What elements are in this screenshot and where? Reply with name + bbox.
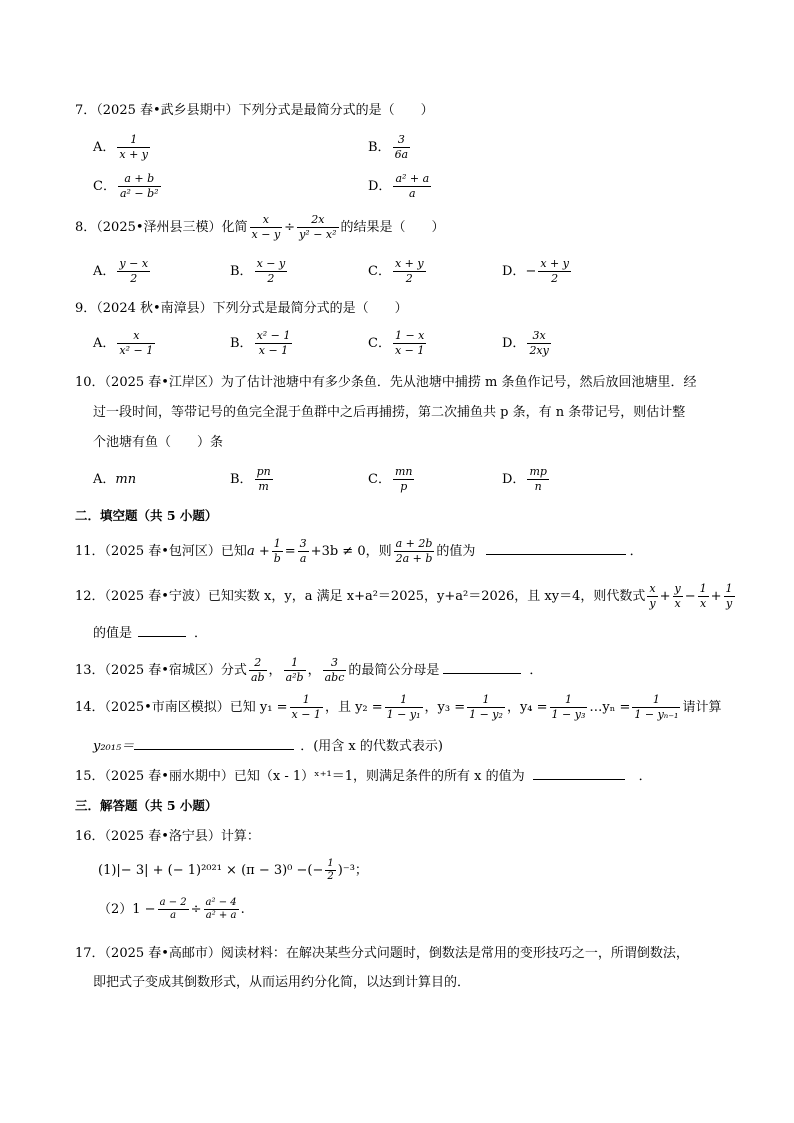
q12-line2: 的值是 ． — [93, 626, 208, 641]
q16-part1: (1)|− 3| + (− 1)²⁰²¹ × (π − 3)⁰ −(− $\frac{1}{2}$ )⁻³； — [98, 858, 368, 882]
answer-blank[interactable] — [138, 625, 186, 637]
fraction: $\frac{1}{y}$ — [725, 582, 733, 610]
q7-option-a[interactable] — [93, 133, 152, 162]
fraction: $\frac{1}{\text{1 − y₃}}$ — [551, 693, 586, 721]
q14-line2: y₂₀₁₅＝ ．(用含 x 的代数式表示) — [93, 739, 443, 754]
answer-blank[interactable] — [134, 738, 294, 750]
answer-blank[interactable] — [533, 768, 625, 780]
fraction: $\frac{x}{x - y}$ — [251, 213, 281, 241]
q14-line1: 14．（2025•市南区模拟）已知 y₁ = $\frac{1}{x - 1}$ ，且 y₂ = $\frac{1}{\text{1 − y₁}}$ ，y₃ = $\frac{1}{\text{1 − y₂}}$ ，y₄ = $\frac{1}{\text{1 − y₃}}$ …yₙ = $\frac{1}{\text{1 − yₙ₋₁}}$ 请计算 — [75, 693, 722, 721]
q12-line1: 12．（2025 春•宁波）已知实数 x，y，a 满足 x+a²＝2025，y+a²＝2026，且 xy＝4，则代数式 $\frac{x}{y}$ + $\frac{y}{x}$ − $\frac{1}{x}$ + $\frac{1}{y}$ — [75, 582, 733, 610]
q9-option-b[interactable]: B． $\frac{\text{x² − 1}}{x - 1}$ — [230, 329, 291, 357]
q9-option-a[interactable]: A． $\frac{x}{\text{x² − 1}}$ — [93, 329, 154, 357]
option-label: B． — [368, 140, 391, 155]
fraction: $\frac{pn}{m}$ — [256, 465, 271, 493]
q10-line3: 个池塘有鱼（ ）条 — [93, 435, 224, 450]
q17-line1: 17．（2025 春•高邮市）阅读材料：在解决某些分式问题时，倒数法是常用的变形技巧之一，所谓倒数法， — [75, 946, 689, 961]
fraction: $\frac{2}{ab}$ — [250, 656, 265, 684]
q13: 13．（2025 春•宿城区）分式 $\frac{2}{ab}$ ， $\frac{1}{\text{a²b}}$ ， $\frac{3}{\text{abc}}$ 的最简公分母是 ． — [75, 656, 543, 684]
fraction: $\frac{a - 2}{a}$ — [159, 897, 187, 921]
fraction: $\frac{1}{x - 1}$ — [291, 693, 321, 721]
fraction: $\frac{mn}{p}$ — [394, 465, 413, 493]
q9-option-d[interactable]: D． $\frac{3x}{2xy}$ — [502, 329, 549, 357]
q8-option-b[interactable]: B． $\frac{x - y}{2}$ — [230, 257, 286, 285]
fraction: $\frac{1 - x}{x - 1}$ — [394, 329, 425, 357]
fraction: $\frac{x - y}{2}$ — [256, 257, 286, 285]
answer-blank[interactable] — [443, 662, 521, 674]
fraction: $\frac{3x}{2xy}$ — [529, 329, 549, 357]
option-label: D． — [368, 179, 392, 194]
fraction: $\frac{2x}{\text{y² − x²}}$ — [299, 213, 337, 241]
section-heading-solve: 三．解答题（共 5 小题） — [75, 798, 218, 813]
fraction: $\frac{3}{a}$ — [299, 537, 307, 565]
q17-line2: 即把式子变成其倒数形式，从而运用约分化简，以达到计算目的． — [93, 975, 471, 990]
q8-stem: 8．（2025•泽州县三模）化简 $\frac{x}{x - y}$ ÷ $\frac{2x}{\text{y² − x²}}$ 的结果是（ ） — [75, 213, 445, 241]
fraction: $\frac{1}{x}$ — [699, 582, 707, 610]
fraction: $\frac{x}{y}$ — [649, 582, 656, 610]
q8-option-c[interactable]: C． $\frac{x + y}{2}$ — [368, 257, 424, 285]
q8-option-a[interactable]: A． $\frac{y - x}{2}$ — [93, 257, 149, 285]
fraction: $\frac{x + y}{2}$ — [540, 257, 569, 285]
q10-option-d[interactable]: D． $\frac{mp}{n}$ — [502, 465, 547, 493]
fraction: $\frac{\text{a² − 4}}{\text{a² + a}}$ — [205, 897, 237, 921]
q10-option-b[interactable]: B． $\frac{pn}{m}$ — [230, 465, 271, 493]
fraction: $\frac{1}{2}$ — [327, 858, 334, 882]
q9-stem: 9．（2024 秋•南漳县）下列分式是最简分式的是（ ） — [75, 301, 408, 316]
fraction: $\frac{1}{\text{1 − y₂}}$ — [469, 693, 503, 721]
q11: 11．（2025 春•包河区）已知a + $\frac{1}{b}$ = $\frac{3}{a}$ +3b ≠ 0，则 $\frac{a + 2b}{2a + b}$ 的值为 ． — [75, 537, 643, 565]
fraction: $\frac{3}{\text{abc}}$ — [324, 656, 345, 684]
option-label: A． — [93, 140, 116, 155]
fraction: $\frac{1}{b}$ — [273, 537, 281, 565]
q8-option-d[interactable]: D．− $\frac{x + y}{2}$ — [502, 257, 569, 285]
fraction: $\frac{a + b}{\text{a² − b²}}$ — [119, 172, 159, 200]
q15: 15．（2025 春•丽水期中）已知（x - 1）ˣ⁺¹＝1，则满足条件的所有 x 的值为 ． — [75, 769, 652, 784]
fraction: $\frac{1}{x + y}$ — [119, 133, 149, 161]
fraction: $\frac{y - x}{2}$ — [119, 257, 149, 285]
answer-blank[interactable] — [486, 543, 626, 555]
fraction: $\frac{3}{6a}$ — [394, 133, 409, 161]
q10-line1: 10．（2025 春•江岸区）为了估计池塘中有多少条鱼．先从池塘中捕捞 m 条鱼作记号，然后放回池塘里．经 — [75, 375, 697, 390]
fraction: $\frac{mp}{n}$ — [529, 465, 547, 493]
q7-option-c[interactable] — [93, 172, 163, 201]
fraction: $\frac{x}{\text{x² − 1}}$ — [119, 329, 154, 357]
fraction: $\frac{a + 2b}{2a + b}$ — [395, 537, 433, 565]
q10-option-a[interactable]: A．mn — [93, 472, 137, 487]
fraction: $\frac{\text{a² + a}}{a}$ — [395, 172, 430, 200]
q16-part2: （2）1 − $\frac{a - 2}{a}$ ÷ $\frac{\text{a² − 4}}{\text{a² + a}}$ . — [98, 897, 245, 921]
q16-stem: 16．（2025 春•洛宁县）计算： — [75, 829, 260, 844]
q10-option-c[interactable]: C． $\frac{mn}{p}$ — [368, 465, 413, 493]
fraction: $\frac{1}{\text{1 − y₁}}$ — [386, 693, 421, 721]
q7-option-d[interactable] — [368, 172, 433, 201]
section-heading-fill-in: 二．填空题（共 5 小题） — [75, 508, 218, 523]
fraction: $\frac{x + y}{2}$ — [394, 257, 424, 285]
q9-option-c[interactable]: C． $\frac{1 - x}{x - 1}$ — [368, 329, 425, 357]
fraction: $\frac{y}{x}$ — [674, 582, 681, 610]
q10-line2: 过一段时间，等带记号的鱼完全混于鱼群中之后再捕捞，第二次捕鱼共 p 条，有 n 条带记号，则估计整 — [93, 405, 686, 420]
q7-option-b[interactable] — [368, 133, 412, 162]
fraction: $\frac{\text{x² − 1}}{x - 1}$ — [256, 329, 291, 357]
q7-stem: 7．（2025 春•武乡县期中）下列分式是最简分式的是（ ） — [75, 103, 434, 118]
fraction: $\frac{1}{\text{1 − yₙ₋₁}}$ — [634, 693, 679, 721]
fraction: $\frac{1}{\text{a²b}}$ — [285, 656, 304, 684]
option-label: C． — [93, 179, 116, 194]
